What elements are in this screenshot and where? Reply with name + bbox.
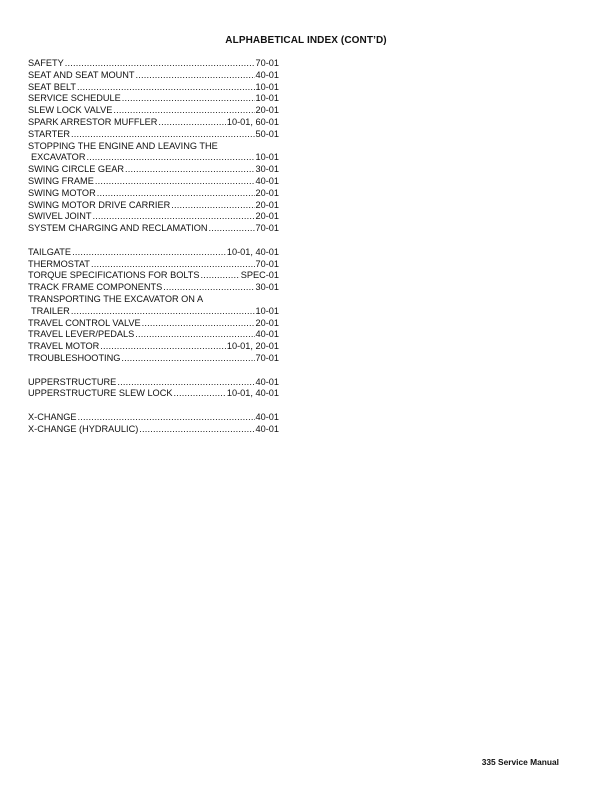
- entry-row: [28, 329, 279, 341]
- page-reference: 10-01: [255, 81, 279, 92]
- index-entry: [28, 105, 279, 117]
- entry-row: [28, 152, 279, 164]
- entry-row: [28, 70, 279, 82]
- dot-leader: [117, 377, 254, 389]
- entry-row: [28, 341, 279, 353]
- entry-row: [28, 388, 279, 400]
- dot-leader: [78, 412, 255, 424]
- index-entry: [28, 117, 279, 129]
- page-reference: 30-01: [255, 164, 279, 175]
- entry-row: [28, 282, 279, 294]
- page-reference: 40-01: [255, 69, 279, 80]
- entry-label: SEAT BELT: [28, 81, 76, 92]
- dot-leader: [65, 58, 255, 70]
- page-reference: 70-01: [255, 258, 279, 269]
- entry-row: [28, 412, 279, 424]
- dot-leader: [125, 164, 255, 176]
- index-entry: [28, 93, 279, 105]
- index-group: [28, 58, 279, 235]
- dot-leader: [71, 306, 255, 318]
- index-entry: [28, 247, 279, 259]
- entry-row: [28, 188, 279, 200]
- index-entry: [28, 129, 279, 141]
- dot-leader: [113, 105, 254, 117]
- page-reference: 10-01, 60-01: [226, 116, 279, 127]
- index-entry: [28, 200, 279, 212]
- dot-leader: [136, 70, 255, 82]
- page-title: ALPHABETICAL INDEX (CONT’D): [225, 35, 387, 46]
- entry-label: SYSTEM CHARGING AND RECLAMATION: [28, 223, 208, 234]
- dot-leader: [72, 247, 226, 259]
- entry-label: TRANSPORTING THE EXCAVATOR ON A: [28, 293, 204, 304]
- dot-leader: [71, 129, 254, 141]
- dot-leader: [158, 117, 226, 129]
- page-reference: 70-01: [255, 352, 279, 363]
- entry-label: SLEW LOCK VALVE: [28, 105, 113, 116]
- index-entry: [28, 70, 279, 82]
- index-entry: [28, 282, 279, 294]
- entry-label: THERMOSTAT: [28, 258, 90, 269]
- entry-label: STARTER: [28, 128, 71, 139]
- page-reference: 10-01: [255, 93, 279, 104]
- dot-leader: [171, 200, 254, 212]
- entry-label: SEAT AND SEAT MOUNT: [28, 69, 135, 80]
- index-entry: [28, 82, 279, 94]
- page-reference: 40-01: [255, 329, 279, 340]
- entry-row: [28, 306, 279, 318]
- entry-label: X-CHANGE: [28, 411, 77, 422]
- index-group: [28, 377, 279, 401]
- page-reference: 20-01: [255, 187, 279, 198]
- page-reference: 20-01: [255, 199, 279, 210]
- index-entry: [28, 141, 279, 165]
- entry-label: UPPERSTRUCTURE: [28, 376, 117, 387]
- entry-row: [28, 129, 279, 141]
- entry-row: [28, 353, 279, 365]
- entry-row: [28, 318, 279, 330]
- entry-label-continued: TRAILER: [31, 305, 70, 316]
- dot-leader: [142, 318, 255, 330]
- entry-label: TRACK FRAME COMPONENTS: [28, 282, 163, 293]
- dot-leader: [173, 388, 225, 400]
- entry-row: [28, 58, 279, 70]
- entry-row: [28, 377, 279, 389]
- index-entry: [28, 353, 279, 365]
- entry-row: [28, 259, 279, 271]
- index-entry: [28, 211, 279, 223]
- entry-label-continued: EXCAVATOR: [31, 152, 86, 163]
- entry-row: [28, 424, 279, 436]
- entry-label: SAFETY: [28, 58, 64, 68]
- index-entry: [28, 223, 279, 235]
- page-reference: 40-01: [255, 411, 279, 422]
- entry-label: TAILGATE: [28, 246, 72, 257]
- entry-row: [28, 200, 279, 212]
- entry-row: [28, 247, 279, 259]
- dot-leader: [91, 259, 255, 271]
- entry-label: SWING FRAME: [28, 175, 94, 186]
- page-reference: 70-01: [255, 223, 279, 234]
- page-reference: 40-01: [255, 175, 279, 186]
- entry-label: TROUBLESHOOTING: [28, 352, 121, 363]
- dot-leader: [122, 93, 255, 105]
- index-entry: [28, 318, 279, 330]
- index-entry: [28, 424, 279, 436]
- dot-leader: [209, 223, 255, 235]
- index-entry: [28, 164, 279, 176]
- dot-leader: [201, 270, 240, 282]
- index-entry: [28, 176, 279, 188]
- page-reference: 10-01: [255, 305, 279, 316]
- entry-label: SWING MOTOR: [28, 187, 96, 198]
- entry-label: SWING CIRCLE GEAR: [28, 164, 124, 175]
- entry-row: [28, 223, 279, 235]
- page-reference: 20-01: [255, 211, 279, 222]
- index-entry: [28, 270, 279, 282]
- index-entry: [28, 188, 279, 200]
- index-entry: [28, 294, 279, 318]
- dot-leader: [77, 82, 255, 94]
- entry-label: UPPERSTRUCTURE SLEW LOCK: [28, 388, 173, 399]
- page-footer: 335 Service Manual: [481, 757, 559, 767]
- index-entry: [28, 259, 279, 271]
- dot-leader: [139, 424, 254, 436]
- index-entry: [28, 388, 279, 400]
- page-reference: 20-01: [255, 317, 279, 328]
- entry-label: SWIVEL JOINT: [28, 211, 92, 222]
- alphabetical-index: [28, 58, 279, 447]
- page-reference: 40-01: [255, 376, 279, 387]
- index-entry: [28, 341, 279, 353]
- dot-leader: [100, 341, 226, 353]
- index-entry: [28, 329, 279, 341]
- dot-leader: [135, 329, 254, 341]
- entry-label: SPARK ARRESTOR MUFFLER: [28, 116, 158, 127]
- entry-label: TORQUE SPECIFICATIONS FOR BOLTS: [28, 270, 200, 281]
- entry-row: [28, 105, 279, 117]
- entry-label: X-CHANGE (HYDRAULIC): [28, 423, 139, 434]
- dot-leader: [92, 211, 254, 223]
- entry-label: TRAVEL LEVER/PEDALS: [28, 329, 135, 340]
- dot-leader: [97, 188, 255, 200]
- page-reference: 50-01: [255, 128, 279, 139]
- entry-label: SERVICE SCHEDULE: [28, 93, 121, 104]
- dot-leader: [163, 282, 254, 294]
- index-entry: [28, 412, 279, 424]
- dot-leader: [86, 152, 254, 164]
- page-reference: 40-01: [255, 423, 279, 434]
- index-group: [28, 247, 279, 365]
- index-entry: [28, 58, 279, 70]
- page-reference: SPEC-01: [240, 270, 279, 281]
- entry-row: [28, 270, 279, 282]
- entry-row: [28, 93, 279, 105]
- dot-leader: [121, 353, 254, 365]
- index-entry: [28, 377, 279, 389]
- entry-row: [28, 164, 279, 176]
- entry-row: [28, 176, 279, 188]
- page-reference: 70-01: [255, 58, 279, 68]
- dot-leader: [95, 176, 255, 188]
- page-reference: 10-01: [255, 152, 279, 163]
- entry-row: [28, 82, 279, 94]
- index-group: [28, 412, 279, 436]
- page-reference: 10-01, 20-01: [226, 341, 279, 352]
- entry-label: TRAVEL MOTOR: [28, 341, 100, 352]
- page-reference: 10-01, 40-01: [226, 388, 279, 399]
- entry-label: SWING MOTOR DRIVE CARRIER: [28, 199, 171, 210]
- page-reference: 20-01: [255, 105, 279, 116]
- page-reference: 10-01, 40-01: [226, 246, 279, 257]
- entry-row: [28, 211, 279, 223]
- entry-row: [28, 117, 279, 129]
- page-reference: 30-01: [255, 282, 279, 293]
- entry-label: TRAVEL CONTROL VALVE: [28, 317, 141, 328]
- entry-label: STOPPING THE ENGINE AND LEAVING THE: [28, 140, 218, 151]
